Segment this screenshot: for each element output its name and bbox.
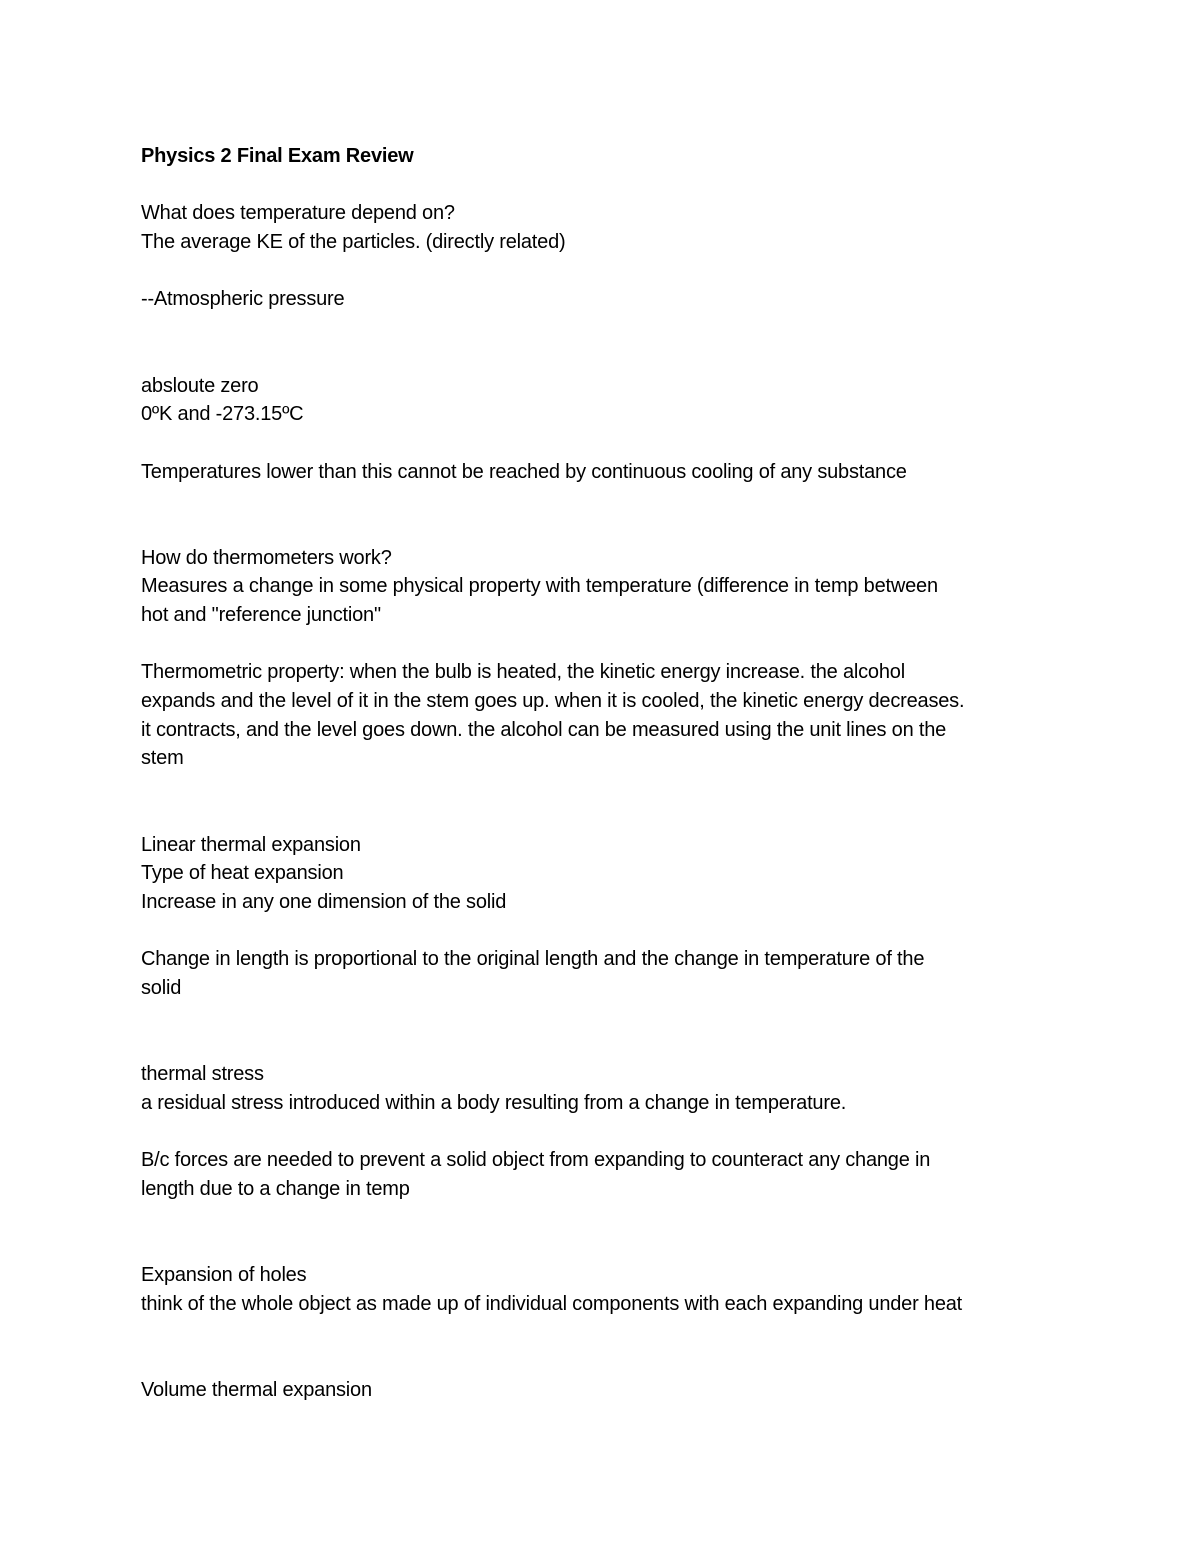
heading-absolute-zero: absloute zero [141,374,259,397]
spacer [141,917,1071,946]
absolute-zero-values: 0ºK and -273.15ºC [141,403,304,426]
thermometric-property-line-4: stem [141,747,184,770]
spacer [141,1204,1071,1261]
document-body [141,142,1071,1404]
spacer [141,1117,1071,1146]
linear-expansion-type: Type of heat expansion [141,862,344,885]
expansion-of-holes-explanation: think of the whole object as made up of individual components with each expanding under heat [141,1292,963,1315]
heading-expansion-of-holes: Expansion of holes [141,1263,307,1286]
spacer [141,171,1071,200]
question-temperature: What does temperature depend on? [141,202,455,225]
spacer [141,257,1071,286]
heading-linear-thermal-expansion: Linear thermal expansion [141,833,361,856]
linear-expansion-proportional-line-1: Change in length is proportional to the original length and the change in temperature of the [141,948,925,971]
heading-thermal-stress: thermal stress [141,1063,264,1086]
answer-temperature: The average KE of the particles. (directly related) [141,231,566,254]
spacer [141,1318,1071,1375]
document-title: Physics 2 Final Exam Review [141,145,414,167]
thermometers-answer-line-2: hot and "reference junction" [141,604,381,627]
spacer [141,630,1071,659]
linear-expansion-proportional-line-2: solid [141,976,182,999]
spacer [141,314,1071,371]
thermometric-property-line-1: Thermometric property: when the bulb is heated, the kinetic energy increase. the alcohol [141,661,905,684]
thermal-stress-explanation-line-1: B/c forces are needed to prevent a solid object from expanding to counteract any change in [141,1149,931,1172]
atmospheric-pressure-note: --Atmospheric pressure [141,288,345,311]
question-thermometers: How do thermometers work? [141,546,392,569]
heading-volume-thermal-expansion: Volume thermal expansion [141,1378,372,1401]
linear-expansion-definition: Increase in any one dimension of the solid [141,890,507,913]
spacer [141,486,1071,543]
spacer [141,1003,1071,1060]
thermometric-property-line-2: expands and the level of it in the stem goes up. when it is cooled, the kinetic energy decreases. [141,690,965,713]
thermometric-property-line-3: it contracts, and the level goes down. the alcohol can be measured using the unit lines on the [141,718,947,741]
spacer [141,429,1071,458]
absolute-zero-definition: Temperatures lower than this cannot be reached by continuous cooling of any substance [141,460,907,483]
thermal-stress-explanation-line-2: length due to a change in temp [141,1177,410,1200]
thermal-stress-definition: a residual stress introduced within a body resulting from a change in temperature. [141,1091,847,1114]
spacer [141,773,1071,830]
thermometers-answer-line-1: Measures a change in some physical property with temperature (difference in temp between [141,575,938,598]
